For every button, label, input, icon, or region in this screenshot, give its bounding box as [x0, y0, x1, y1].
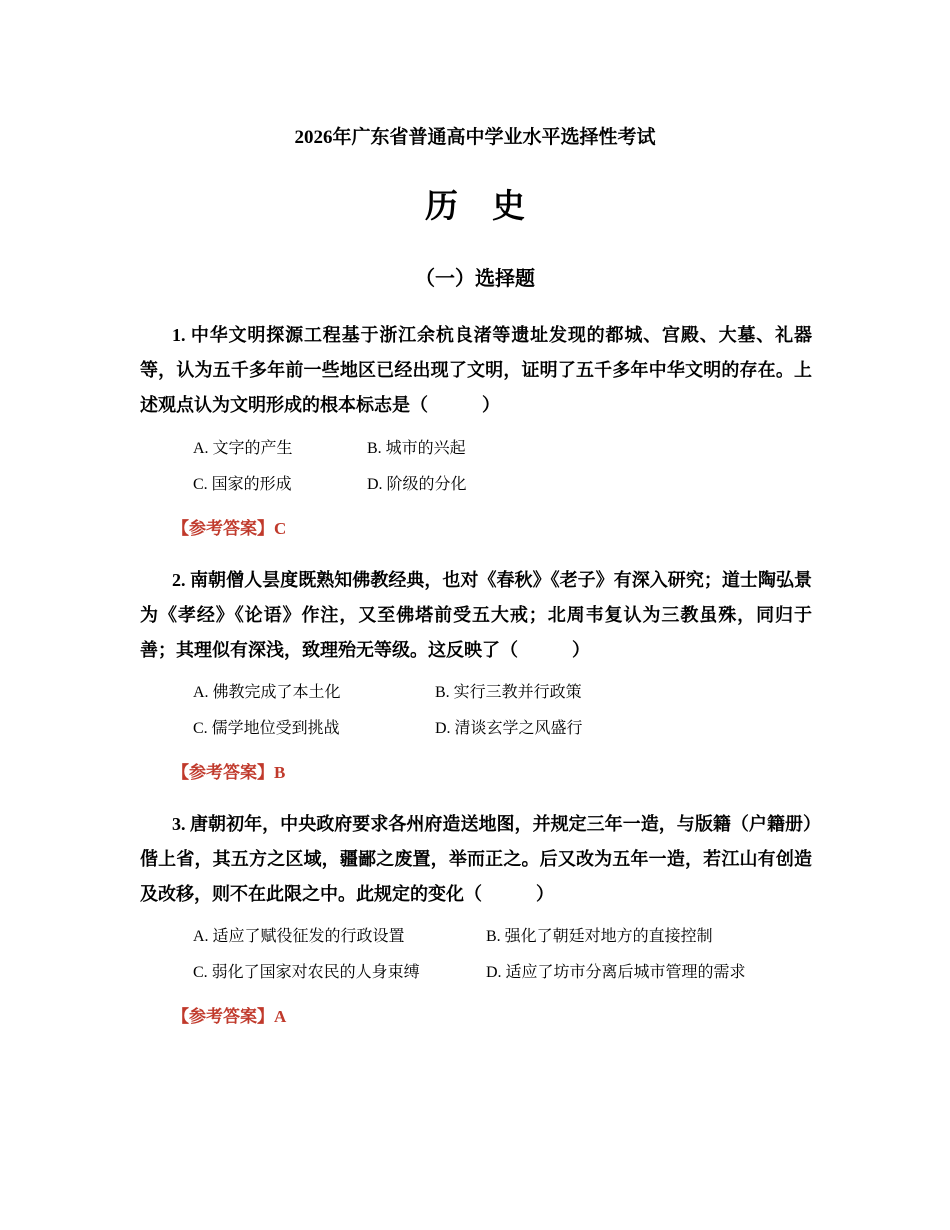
question-3-stem: 3. 唐朝初年，中央政府要求各州府造送地图，并规定三年一造，与版籍（户籍册）偕上省，其五方之区域，疆鄙之废置，举而正之。后又改为五年一造，若江山有创造及改移，则不在此限之中。此规定的变化（ ） — [140, 814, 812, 904]
question-3-option-a: A. 适应了赋役征发的行政设置 — [193, 928, 405, 945]
subject-title: 历史 — [425, 189, 559, 225]
question-2-option-a: A. 佛教完成了本土化 — [193, 684, 341, 701]
question-1-option-d: D. 阶级的分化 — [367, 476, 467, 493]
question-2-answer: 【参考答案】B — [172, 763, 286, 782]
exam-title: 2026年广东省普通高中学业水平选择性考试 — [294, 127, 656, 148]
question-3-option-b: B. 强化了朝廷对地方的直接控制 — [486, 928, 713, 945]
question-2-option-b: B. 实行三教并行政策 — [435, 684, 582, 701]
section-heading: （一）选择题 — [415, 268, 535, 290]
question-1-answer: 【参考答案】C — [172, 519, 287, 538]
question-2-option-d: D. 清谈玄学之风盛行 — [435, 720, 583, 737]
question-2-option-c: C. 儒学地位受到挑战 — [193, 720, 340, 737]
question-1-option-c: C. 国家的形成 — [193, 476, 292, 493]
question-3-answer: 【参考答案】A — [172, 1007, 287, 1026]
question-1-option-b: B. 城市的兴起 — [367, 440, 466, 457]
question-3-option-c: C. 弱化了国家对农民的人身束缚 — [193, 964, 420, 981]
question-1-stem: 1. 中华文明探源工程基于浙江余杭良渚等遗址发现的都城、宫殿、大墓、礼器等，认为五千多年前一些地区已经出现了文明，证明了五千多年中华文明的存在。上述观点认为文明形成的根本标志是（ ） — [140, 325, 812, 415]
question-2-stem: 2. 南朝僧人昙度既熟知佛教经典，也对《春秋》《老子》有深入研究；道士陶弘景为《孝经》《论语》作注，又至佛塔前受五大戒；北周韦复认为三教虽殊，同归于善；其理似有深浅，致理殆无等级。这反映了（ ） — [140, 570, 812, 660]
question-1-option-a: A. 文字的产生 — [193, 440, 293, 457]
question-3-option-d: D. 适应了坊市分离后城市管理的需求 — [486, 964, 746, 981]
